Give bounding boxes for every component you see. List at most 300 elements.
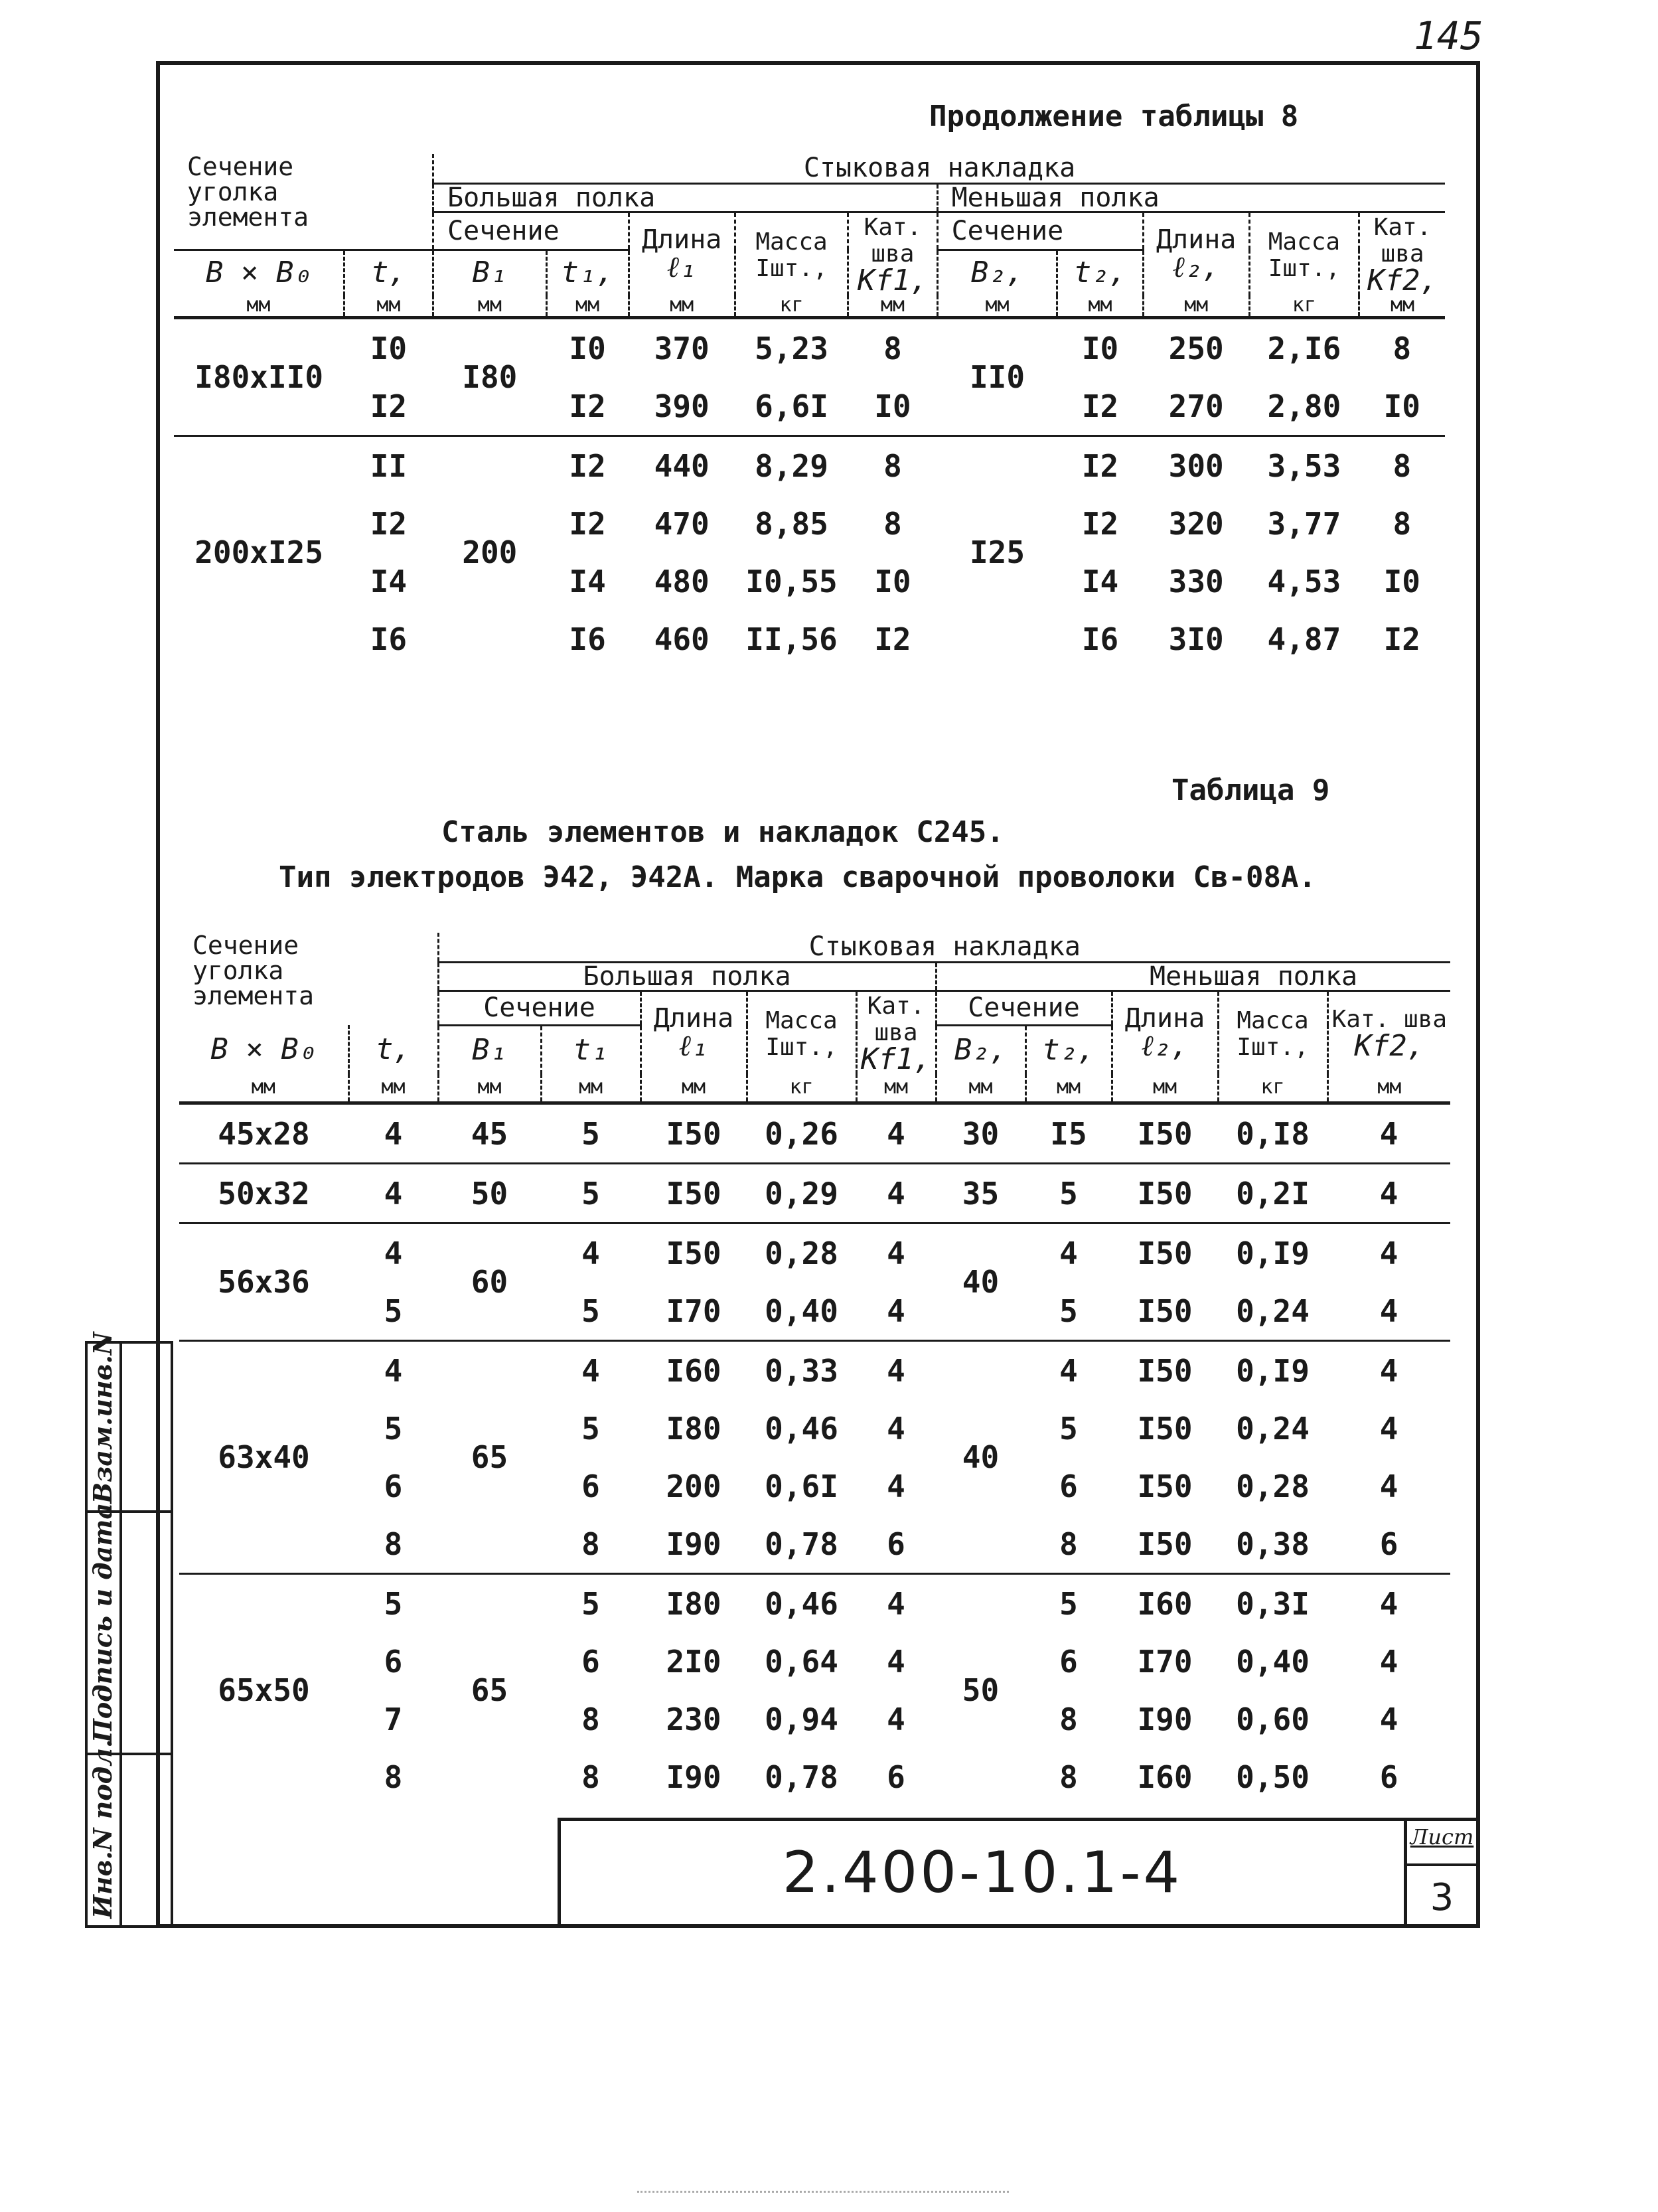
big-flange-length-cell: I50: [666, 1235, 721, 1271]
big-flange-length-cell: I50: [641, 1164, 747, 1224]
small-flange-length-cell: 330: [1168, 563, 1224, 599]
table-row: [179, 1457, 1450, 1515]
table9-header-sech-1: Сечение: [438, 990, 641, 1025]
big-flange-mass-cell: 8,85: [755, 505, 828, 542]
table8-header-section: Сечение уголка элемента: [187, 154, 309, 232]
small-flange-thickness-cell: 5: [1025, 1164, 1112, 1224]
table8-header-mass-1: [735, 212, 848, 295]
table8-bxb-symbol: B × B₀: [205, 256, 311, 290]
small-flange-length-cell: I90: [1137, 1701, 1193, 1737]
small-flange-length-cell: 270: [1143, 377, 1249, 436]
small-flange-length-cell: I50: [1112, 1282, 1218, 1341]
section-cell: 50x32: [179, 1164, 348, 1224]
table9-unit: кг: [1218, 1074, 1327, 1103]
table8-t-symbol: t,: [370, 256, 406, 290]
table-row: [179, 1224, 1450, 1283]
big-flange-length-cell: I80: [666, 1585, 721, 1622]
table-row: [179, 1103, 1450, 1164]
table9-length-1-label: Длина: [653, 1002, 734, 1034]
table9-l1-symbol: ℓ₁: [678, 1028, 709, 1063]
table-row: [179, 1515, 1450, 1574]
small-flange-mass-cell: 0,24: [1236, 1410, 1310, 1447]
big-flange-length-cell: 480: [654, 563, 710, 599]
table8-header-big-flange: Большая полка: [433, 183, 938, 212]
big-flange-mass-cell: 0,64: [765, 1643, 838, 1680]
big-flange-weld-cell: 4: [856, 1103, 936, 1164]
table8-caption: Продолжение таблицы 8: [929, 100, 1299, 133]
table8-unit: мм: [1143, 295, 1249, 318]
table8-length-2-label: Длина: [1156, 224, 1237, 255]
table8-mass-2-label: Масса Iшт.,: [1268, 228, 1341, 282]
small-flange-thickness-cell: I5: [1025, 1103, 1112, 1164]
table8-unit: мм: [629, 295, 735, 318]
big-flange-thickness-cell: I2: [569, 447, 606, 484]
table8-t2-symbol: t₂,: [1073, 256, 1127, 290]
table-row: [179, 1164, 1450, 1224]
small-flange-mass-cell: 4,53: [1267, 563, 1341, 599]
small-flange-length-cell: I50: [1112, 1164, 1218, 1224]
table9-b1-symbol: B₁: [472, 1032, 507, 1067]
table9-header-sech-2: Сечение: [936, 990, 1112, 1025]
big-flange-thickness-cell: 5: [581, 1585, 600, 1622]
small-flange-weld-cell: 6: [1327, 1515, 1450, 1574]
side-label-vzam-inv: Взам.инв.N: [88, 1332, 117, 1504]
table9-bxb-symbol: B × B₀: [210, 1032, 317, 1066]
big-flange-thickness-cell: I2: [569, 505, 606, 542]
table9-unit: мм: [179, 1074, 348, 1103]
table8-unit: мм: [433, 295, 547, 318]
big-flange-thickness-cell: 5: [541, 1282, 641, 1341]
big-flange-thickness-cell: 8: [581, 1701, 600, 1737]
small-flange-thickness-cell: I0: [1081, 330, 1119, 366]
big-flange-width-cell: 200: [462, 534, 518, 570]
table9-t-symbol: t,: [376, 1032, 411, 1066]
small-flange-length-cell: I50: [1112, 1515, 1218, 1574]
big-flange-length-cell: I50: [641, 1103, 747, 1164]
small-flange-thickness-cell: 4: [1059, 1235, 1078, 1271]
table9-header-weld-1: [856, 990, 936, 1074]
big-flange-mass-cell: 0,78: [765, 1759, 838, 1795]
small-flange-thickness-cell: 6: [1059, 1468, 1078, 1504]
small-flange-weld-cell: 4: [1327, 1103, 1450, 1164]
scan-artifact: [637, 2191, 1009, 2197]
big-flange-mass-cell: 0,46: [765, 1410, 838, 1447]
table8-b1-symbol: B₁: [472, 256, 508, 290]
table8-unit: мм: [174, 295, 344, 318]
small-flange-width-cell: 50: [962, 1672, 1000, 1708]
small-flange-length-cell: 320: [1168, 505, 1224, 542]
small-flange-length-cell: 3I0: [1168, 621, 1224, 657]
small-flange-mass-cell: 4,87: [1267, 621, 1341, 657]
small-flange-length-cell: 250: [1168, 330, 1224, 366]
big-flange-weld-cell: 4: [887, 1643, 905, 1680]
big-flange-mass-cell: 8,29: [755, 447, 828, 484]
table9-header-bxb: [179, 1025, 348, 1073]
side-label-inv-podl: Инв.N подл.: [88, 1739, 117, 1919]
small-flange-length-cell: 300: [1168, 447, 1224, 484]
small-flange-mass-cell: 3,77: [1267, 505, 1341, 542]
small-flange-length-cell: I70: [1137, 1643, 1193, 1680]
big-flange-weld-cell: I2: [874, 621, 911, 657]
title-block: [558, 1818, 1480, 1928]
thickness-cell: 5: [348, 1282, 438, 1341]
big-flange-weld-cell: 4: [856, 1282, 936, 1341]
big-flange-thickness-cell: 8: [541, 1515, 641, 1574]
small-flange-weld-cell: 4: [1379, 1352, 1398, 1389]
thickness-cell: 6: [384, 1468, 403, 1504]
table8-b2-symbol: B₂,: [970, 256, 1024, 290]
table9-header-b2: [936, 1025, 1025, 1073]
table8-header-weld-2: [1359, 212, 1445, 295]
small-flange-mass-cell: 2,I6: [1267, 330, 1341, 366]
small-flange-width-cell: 40: [936, 1224, 1025, 1341]
big-flange-weld-cell: 8: [883, 330, 902, 366]
big-flange-mass-cell: 0,6I: [765, 1468, 838, 1504]
table-row: [174, 495, 1445, 552]
big-flange-weld-cell: 4: [887, 1352, 905, 1389]
small-flange-length-cell: I50: [1137, 1468, 1193, 1504]
big-flange-mass-cell: 0,28: [765, 1235, 838, 1271]
table8-header-length-2: [1143, 212, 1249, 295]
thickness-cell: I6: [370, 621, 408, 657]
table9-header-t: [348, 1025, 438, 1073]
table-row: [174, 436, 1445, 495]
section-cell: I80xII0: [174, 318, 344, 436]
table9-header-small-flange: Меньшая полка: [936, 962, 1450, 990]
thickness-cell: II: [370, 447, 408, 484]
small-flange-weld-cell: I0: [1383, 563, 1420, 599]
sheet-number: 3: [1407, 1863, 1477, 1929]
table8-header-t1: [546, 250, 629, 295]
table9-unit: мм: [936, 1074, 1025, 1103]
big-flange-weld-cell: 6: [887, 1759, 905, 1795]
table9-header-weld-2: [1327, 990, 1450, 1074]
table8-header-bxb: [174, 250, 344, 295]
big-flange-length-cell: 200: [666, 1468, 721, 1504]
thickness-cell: 4: [384, 1235, 403, 1271]
table8-unit: мм: [937, 295, 1057, 318]
small-flange-weld-cell: 8: [1393, 505, 1412, 542]
table8-weld-1-label: Кат. шва: [864, 213, 922, 268]
big-flange-thickness-cell: 4: [581, 1235, 600, 1271]
table8-kf1-symbol: Kf1,: [857, 263, 928, 295]
table9-header-t1: [541, 1025, 641, 1073]
big-flange-length-cell: I90: [641, 1515, 747, 1574]
small-flange-mass-cell: 0,I8: [1218, 1103, 1327, 1164]
document-code: 2.400-10.1-4: [782, 1840, 1183, 1906]
big-flange-weld-cell: 6: [856, 1515, 936, 1574]
small-flange-thickness-cell: 4: [1059, 1352, 1078, 1389]
big-flange-weld-cell: 4: [856, 1164, 936, 1224]
big-flange-mass-cell: 0,78: [747, 1515, 856, 1574]
table8-unit: кг: [1249, 295, 1359, 318]
big-flange-weld-cell: 8: [883, 447, 902, 484]
small-flange-thickness-cell: I2: [1081, 505, 1119, 542]
small-flange-length-cell: I50: [1137, 1235, 1193, 1271]
big-flange-weld-cell: 8: [883, 505, 902, 542]
table9-unit: мм: [348, 1074, 438, 1103]
small-flange-thickness-cell: I2: [1057, 377, 1143, 436]
table-row: [179, 1748, 1450, 1806]
small-flange-mass-cell: 0,I9: [1236, 1352, 1310, 1389]
big-flange-mass-cell: I0,55: [745, 563, 838, 599]
section-cell: 65x50: [218, 1672, 310, 1708]
table9-header-overlay: Стыковая накладка: [438, 933, 1450, 962]
small-flange-width-cell: 30: [936, 1103, 1025, 1164]
table9-label: Таблица 9: [1171, 773, 1330, 807]
table9-title-line1: Сталь элементов и накладок С245.: [441, 815, 1004, 849]
table9-header-length-1: [641, 990, 747, 1074]
table8-header-sech-1: Сечение: [433, 212, 629, 250]
thickness-cell: I4: [370, 563, 408, 599]
big-flange-thickness-cell: 6: [581, 1643, 600, 1680]
table9-unit: мм: [1112, 1074, 1218, 1103]
small-flange-weld-cell: 6: [1379, 1759, 1398, 1795]
thickness-cell: 4: [348, 1103, 438, 1164]
table8: [174, 154, 1445, 668]
table-row: [174, 377, 1445, 436]
big-flange-length-cell: I60: [666, 1352, 721, 1389]
table8-unit: кг: [735, 295, 848, 318]
big-flange-weld-cell: 4: [887, 1585, 905, 1622]
table9-header-section: Сечение уголка элемента: [192, 933, 315, 1010]
big-flange-thickness-cell: 5: [541, 1164, 641, 1224]
small-flange-length-cell: I60: [1137, 1585, 1193, 1622]
big-flange-thickness-cell: I4: [569, 563, 606, 599]
small-flange-length-cell: I50: [1137, 1352, 1193, 1389]
table9-t1-symbol: t₁: [573, 1032, 609, 1067]
big-flange-mass-cell: 5,23: [755, 330, 828, 366]
thickness-cell: 5: [384, 1410, 403, 1447]
big-flange-mass-cell: 0,40: [747, 1282, 856, 1341]
small-flange-thickness-cell: I4: [1081, 563, 1119, 599]
big-flange-weld-cell: 4: [887, 1410, 905, 1447]
page-number: 145: [1414, 13, 1483, 58]
table8-l1-symbol: ℓ₁: [666, 250, 697, 284]
small-flange-weld-cell: 4: [1379, 1643, 1398, 1680]
side-label-podpis-data: Подпись и дата: [88, 1502, 117, 1743]
table9-unit: мм: [541, 1074, 641, 1103]
thickness-cell: 4: [384, 1352, 403, 1389]
table9-header-mass-1: [747, 990, 856, 1074]
table8-length-1-label: Длина: [641, 224, 722, 255]
table9-unit: мм: [1327, 1074, 1450, 1103]
big-flange-width-cell: 65: [438, 1341, 541, 1574]
table9-t2-symbol: t₂,: [1042, 1032, 1095, 1067]
small-flange-weld-cell: 4: [1379, 1585, 1398, 1622]
table8-unit: мм: [848, 295, 937, 318]
table-row: [179, 1282, 1450, 1341]
small-flange-thickness-cell: 8: [1025, 1515, 1112, 1574]
thickness-cell: 8: [348, 1515, 438, 1574]
big-flange-thickness-cell: I6: [569, 621, 606, 657]
small-flange-width-cell: 40: [936, 1341, 1025, 1574]
small-flange-thickness-cell: 8: [1059, 1701, 1078, 1737]
thickness-cell: I0: [370, 330, 408, 366]
table8-mass-1-label: Масса Iшт.,: [755, 228, 828, 282]
thickness-cell: 6: [384, 1643, 403, 1680]
table9-l2-symbol: ℓ₂,: [1141, 1028, 1189, 1063]
big-flange-length-cell: 390: [629, 377, 735, 436]
big-flange-thickness-cell: I2: [546, 377, 629, 436]
big-flange-mass-cell: 0,29: [747, 1164, 856, 1224]
small-flange-thickness-cell: 6: [1059, 1643, 1078, 1680]
table-row: [179, 1574, 1450, 1633]
small-flange-width-cell: I25: [969, 534, 1025, 570]
table9-unit: мм: [1025, 1074, 1112, 1103]
big-flange-width-cell: 65: [471, 1672, 508, 1708]
table8-t1-symbol: t₁,: [561, 256, 614, 290]
big-flange-width-cell: 60: [438, 1224, 541, 1341]
table9-title-line2: Тип электродов Э42, Э42А. Марка сварочной проволоки Св-08А.: [279, 860, 1316, 894]
table9-header-mass-2: [1218, 990, 1327, 1074]
table8-unit: мм: [1057, 295, 1143, 318]
big-flange-thickness-cell: 8: [581, 1759, 600, 1795]
small-flange-width-cell: II0: [937, 318, 1057, 436]
big-flange-thickness-cell: 5: [581, 1410, 600, 1447]
small-flange-thickness-cell: I6: [1081, 621, 1119, 657]
table9-b2-symbol: B₂,: [954, 1032, 1008, 1067]
table8-unit: мм: [1359, 295, 1445, 318]
table8-header-b2: [937, 250, 1057, 295]
table8-header-small-flange: Меньшая полка: [937, 183, 1445, 212]
big-flange-mass-cell: 0,46: [765, 1585, 838, 1622]
small-flange-length-cell: I50: [1112, 1103, 1218, 1164]
table8-header-length-1: [629, 212, 735, 295]
small-flange-mass-cell: 3,53: [1267, 447, 1341, 484]
big-flange-thickness-cell: I0: [569, 330, 606, 366]
table9-unit: кг: [747, 1074, 856, 1103]
big-flange-length-cell: 230: [666, 1701, 721, 1737]
table8-weld-2-label: Кат. шва: [1373, 213, 1432, 268]
small-flange-length-cell: I60: [1137, 1759, 1193, 1795]
small-flange-weld-cell: 4: [1379, 1468, 1398, 1504]
small-flange-weld-cell: 4: [1379, 1410, 1398, 1447]
table-row: [179, 1399, 1450, 1457]
small-flange-mass-cell: 2,80: [1249, 377, 1359, 436]
big-flange-thickness-cell: 6: [581, 1468, 600, 1504]
section-cell: 63x40: [179, 1341, 348, 1574]
big-flange-weld-cell: 4: [887, 1235, 905, 1271]
big-flange-mass-cell: 0,94: [765, 1701, 838, 1737]
thickness-cell: 8: [384, 1759, 403, 1795]
big-flange-weld-cell: 4: [887, 1468, 905, 1504]
table-row: [174, 318, 1445, 378]
table9-mass-1-label: Масса Iшт.,: [765, 1006, 838, 1061]
thickness-cell: 4: [348, 1164, 438, 1224]
small-flange-weld-cell: 4: [1327, 1282, 1450, 1341]
table9-length-2-label: Длина: [1124, 1002, 1205, 1034]
small-flange-weld-cell: 4: [1379, 1701, 1398, 1737]
big-flange-width-cell: 45: [438, 1103, 541, 1164]
table9-header-big-flange: Большая полка: [438, 962, 936, 990]
thickness-cell: 5: [384, 1585, 403, 1622]
big-flange-length-cell: 370: [654, 330, 710, 366]
table8-header-t2: [1057, 250, 1143, 295]
small-flange-length-cell: I50: [1137, 1410, 1193, 1447]
big-flange-length-cell: 2I0: [666, 1643, 721, 1680]
table8-l2-symbol: ℓ₂,: [1172, 250, 1220, 284]
big-flange-weld-cell: I0: [848, 377, 937, 436]
table9-kf2-symbol: Kf2,: [1354, 1028, 1425, 1063]
big-flange-length-cell: I80: [666, 1410, 721, 1447]
big-flange-length-cell: 470: [654, 505, 710, 542]
thickness-cell: 7: [384, 1701, 403, 1737]
small-flange-weld-cell: I0: [1359, 377, 1445, 436]
big-flange-length-cell: I90: [666, 1759, 721, 1795]
small-flange-mass-cell: 0,38: [1218, 1515, 1327, 1574]
small-flange-thickness-cell: 5: [1025, 1282, 1112, 1341]
big-flange-mass-cell: 0,26: [747, 1103, 856, 1164]
table8-header-b1: [433, 250, 547, 295]
table9-unit: мм: [641, 1074, 747, 1103]
small-flange-mass-cell: 0,50: [1236, 1759, 1310, 1795]
table8-header-weld-1: [848, 212, 937, 295]
big-flange-mass-cell: 0,33: [765, 1352, 838, 1389]
big-flange-weld-cell: 4: [887, 1701, 905, 1737]
small-flange-thickness-cell: I2: [1081, 447, 1119, 484]
table9-unit: мм: [438, 1074, 541, 1103]
thickness-cell: I2: [344, 377, 433, 436]
frame-top-border: [156, 61, 1480, 65]
table9-header-length-2: [1112, 990, 1218, 1074]
side-stamp-divider: [119, 1341, 122, 1928]
table8-header-t: [344, 250, 433, 295]
sheet-label: Лист: [1410, 1824, 1474, 1850]
section-cell: 56x36: [179, 1224, 348, 1341]
small-flange-weld-cell: 8: [1393, 330, 1412, 366]
small-flange-mass-cell: 0,40: [1236, 1643, 1310, 1680]
table8-header-overlay: Стыковая накладка: [433, 154, 1445, 183]
small-flange-thickness-cell: 5: [1059, 1410, 1078, 1447]
table8-header-mass-2: [1249, 212, 1359, 295]
table9-unit: мм: [856, 1074, 936, 1103]
table-row: [174, 552, 1445, 610]
big-flange-thickness-cell: 4: [581, 1352, 600, 1389]
table8-unit: мм: [344, 295, 433, 318]
big-flange-width-cell: I80: [433, 318, 547, 436]
table9-weld-2-label: Кат. шва: [1331, 1005, 1447, 1033]
table-row: [179, 1632, 1450, 1690]
table-row: [179, 1341, 1450, 1400]
big-flange-length-cell: 460: [654, 621, 710, 657]
big-flange-length-cell: I70: [641, 1282, 747, 1341]
small-flange-width-cell: 35: [936, 1164, 1025, 1224]
table8-header-sech-2: Сечение: [937, 212, 1143, 250]
small-flange-mass-cell: 0,2I: [1218, 1164, 1327, 1224]
big-flange-mass-cell: 6,6I: [735, 377, 848, 436]
small-flange-mass-cell: 0,60: [1236, 1701, 1310, 1737]
section-cell: 45x28: [179, 1103, 348, 1164]
big-flange-length-cell: 440: [654, 447, 710, 484]
thickness-cell: I2: [370, 505, 408, 542]
big-flange-mass-cell: II,56: [745, 621, 838, 657]
section-cell: 200xI25: [194, 534, 324, 570]
small-flange-mass-cell: 0,28: [1236, 1468, 1310, 1504]
small-flange-thickness-cell: 8: [1059, 1759, 1078, 1795]
table9-kf1-symbol: Kf1,: [861, 1042, 931, 1074]
table8-kf2-symbol: Kf2,: [1367, 263, 1438, 295]
big-flange-weld-cell: I0: [874, 563, 911, 599]
small-flange-weld-cell: 8: [1393, 447, 1412, 484]
frame-right-border: [1476, 61, 1480, 1928]
small-flange-mass-cell: 0,I9: [1236, 1235, 1310, 1271]
table9-mass-2-label: Масса Iшт.,: [1237, 1006, 1309, 1061]
table-row: [179, 1690, 1450, 1748]
table9-weld-1-label: Кат. шва: [867, 992, 925, 1046]
sheet-box: [1404, 1818, 1480, 1928]
small-flange-thickness-cell: 5: [1059, 1585, 1078, 1622]
